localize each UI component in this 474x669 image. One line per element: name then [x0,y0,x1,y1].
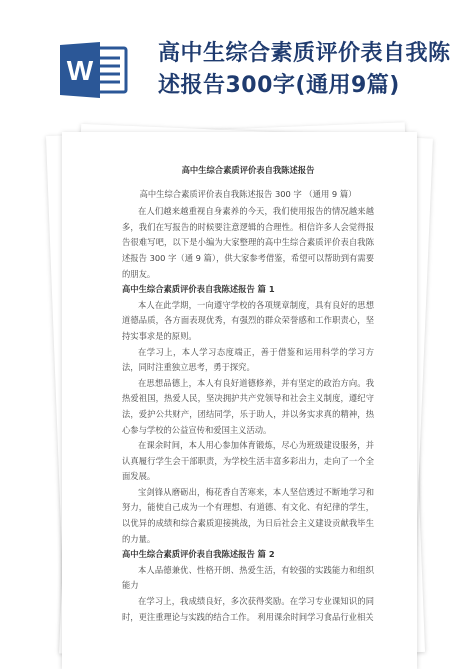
document-subtitle: 高中生综合素质评价表自我陈述报告 300 字 （通用 9 篇） [139,188,357,199]
document-content [122,163,374,625]
title-line-1: 高中生综合素质评价表自我陈 [158,41,451,66]
page-title [158,38,458,102]
paragraph: 在学习上，本人学习态度端正，善于借鉴和运用科学的学习方法，同时注重独立思考，勇于探究。 [122,346,374,373]
header [0,0,474,120]
section-heading: 高中生综合素质评价表自我陈述报告 篇 2 [122,549,275,560]
intro-paragraph: 在人们越来越重视自身素养的今天，我们使用报告的情况越来越多，我们在写报告的时候要注意逻辑的合理性。相信许多人会觉得报告很难写吧，以下是小编为大家整理的高中生综合素质评价表自我陈述报告 300 字（通 9 篇），供大家参考借鉴，希望可以帮助到有需要的朋友。 [122,206,374,279]
paragraph: 本人在此学期，一向遵守学校的各项规章制度，具有良好的思想道德品质，各方面表现优秀，有强烈的群众荣誉感和工作职责心，坚持实事求是的原则。 [122,299,374,341]
paragraph: 本人品德兼优、性格开朗、热爱生活，有较强的实践能力和组织能力 [122,564,374,591]
word-icon [60,42,130,98]
paragraph: 在课余时间，本人用心参加体育锻炼，尽心为班级建设服务，并认真履行学生会干部职责，为学校生活丰富多彩出力，走向了一个全面发展。 [122,440,374,482]
paragraph: 在学习上，我成绩良好，多次获得奖励。在学习专业课知识的同时，更注重理论与实践的结合工作。 利用课余时间学习食品行业相关 [122,596,374,622]
word-icon-letter: W [66,55,94,86]
section-heading: 高中生综合素质评价表自我陈述报告 篇 1 [122,284,275,295]
paragraph: 在思想品德上，本人有良好道德修养，并有坚定的政治方向。我热爱祖国，热爱人民，坚决拥护共产党领导和社会主义制度，遵纪守法，爱护公共财产，团结同学，乐于助人，并以务实求真的精神，热心参与学校的公益宣传和爱国主义活动。 [122,377,374,435]
document-title: 高中生综合素质评价表自我陈述报告 [181,165,315,175]
paragraph: 宝剑锋从磨砺出，梅花香自苦寒来，本人坚信透过不断地学习和努力，能使自己成为一个有理想、有道德、有文化、有纪律的学生，以优异的成绩和综合素质迎接挑战，为日后社会主义建设贡献我毕生的力量。 [122,486,374,544]
title-line-2: 述报告300字(通用9篇) [158,73,400,98]
